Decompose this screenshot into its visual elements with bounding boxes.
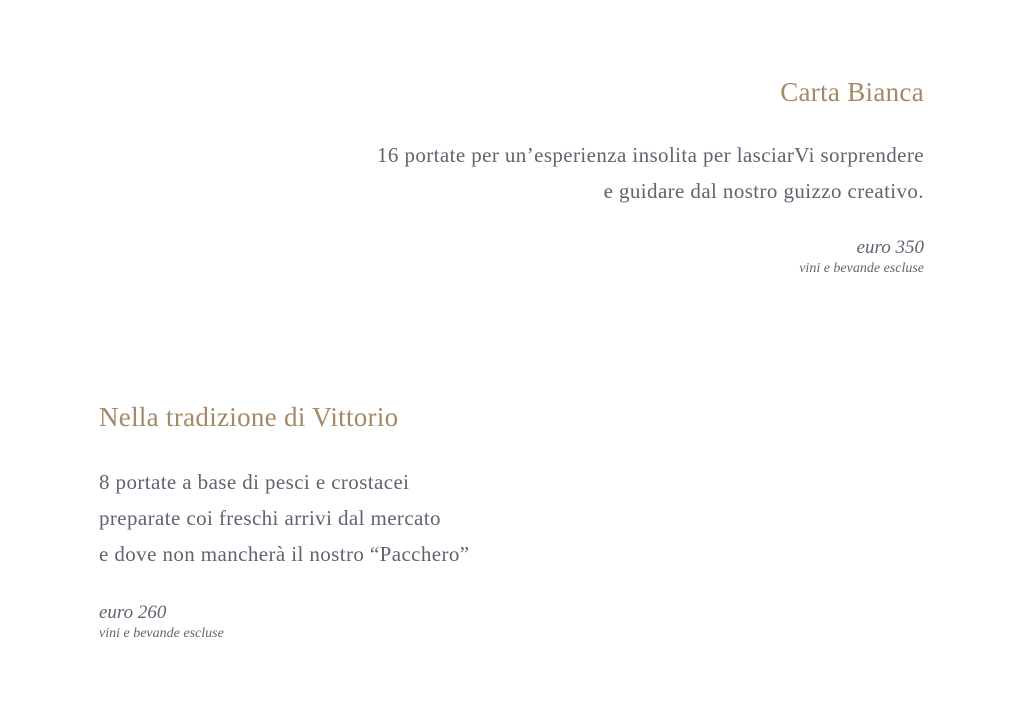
menu-carta-bianca	[377, 72, 924, 279]
menu-description	[377, 137, 924, 209]
menu-price: euro 260	[99, 602, 167, 623]
menu-title: Carta Bianca	[780, 77, 924, 107]
menu-description	[99, 464, 470, 572]
menu-price: euro 350	[856, 237, 924, 258]
menu-description-line: 8 portate a base di pesci e crostacei	[99, 470, 410, 494]
menu-price-note: vini e bevande escluse	[799, 261, 924, 276]
menu-price-note: vini e bevande escluse	[99, 626, 224, 641]
menu-tradizione-vittorio	[99, 397, 470, 644]
menu-description-line: e dove non mancherà il nostro “Pacchero”	[99, 542, 470, 566]
menu-title: Nella tradizione di Vittorio	[99, 402, 399, 432]
menu-description-line: preparate coi freschi arrivi dal mercato	[99, 506, 441, 530]
menu-description-line: e guidare dal nostro guizzo creativo.	[603, 179, 924, 203]
menu-description-line: 16 portate per un’esperienza insolita per lasciarVi sorprendere	[377, 143, 924, 167]
